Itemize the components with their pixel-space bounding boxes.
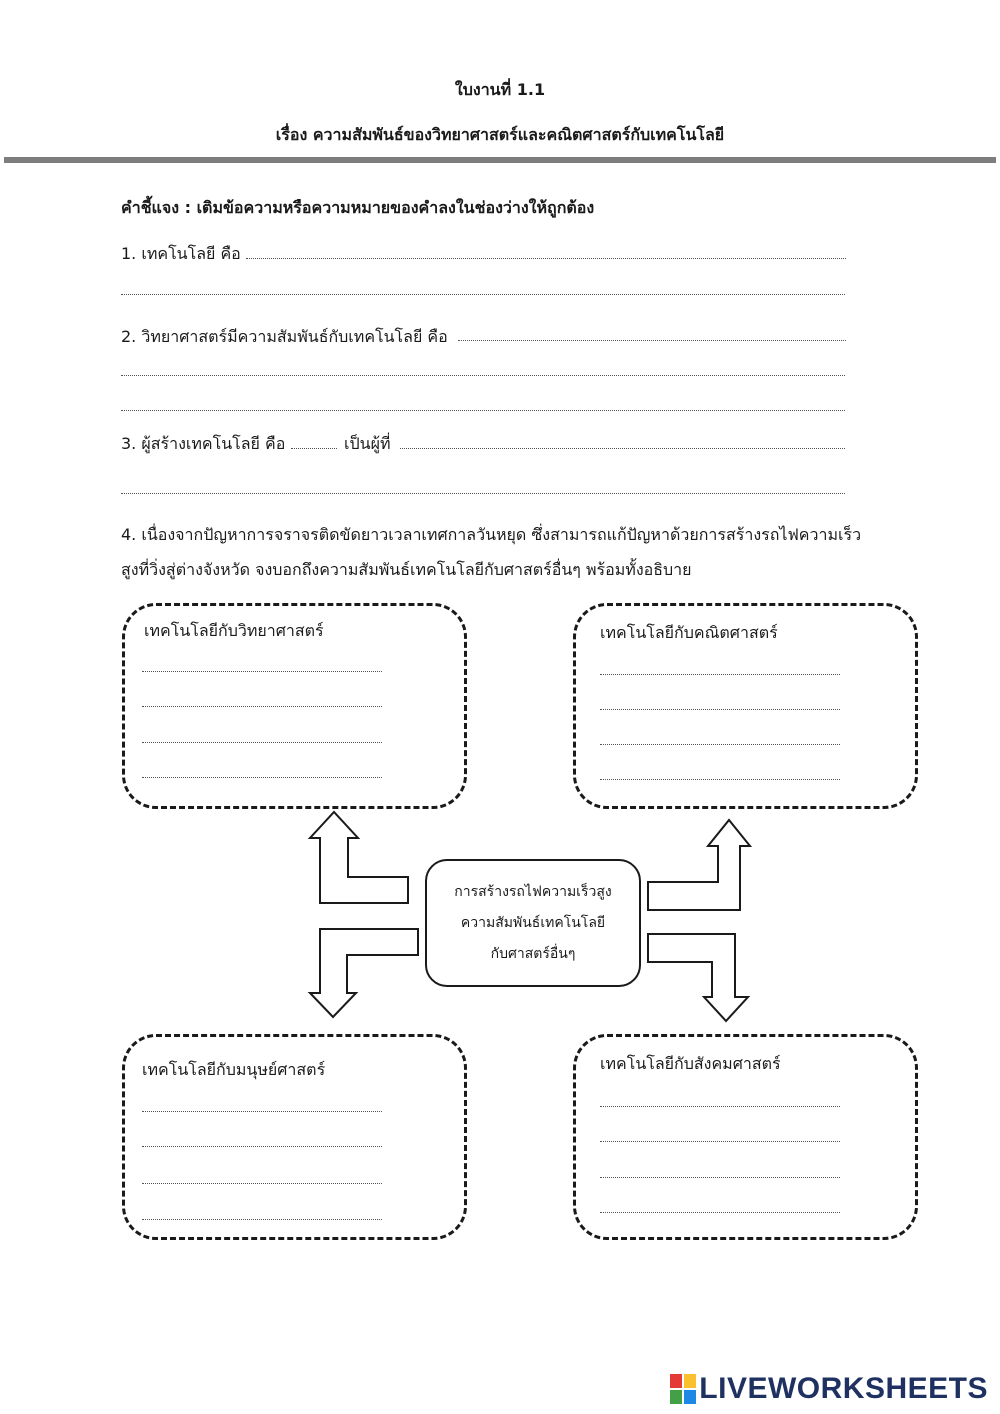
humanities-answer-line-4[interactable] xyxy=(142,1219,382,1220)
science-box-title: เทคโนโลยีกับวิทยาศาสตร์ xyxy=(144,621,324,640)
worksheet-title: ใบงานที่ 1.1 xyxy=(454,80,546,99)
science-answer-line-1[interactable] xyxy=(142,671,382,672)
question-2-label: 2. วิทยาศาสตร์มีความสัมพันธ์กับเทคโนโลยี คือ xyxy=(121,327,448,346)
center-topic-line-3: กับศาสตร์อื่นๆ xyxy=(490,945,576,962)
science-answer-line-2[interactable] xyxy=(142,706,382,707)
arrow-to-social-box xyxy=(648,934,748,1021)
worksheet-subtitle: เรื่อง ความสัมพันธ์ของวิทยาศาสตร์และคณิตศาสตร์กับเทคโนโลยี xyxy=(275,125,725,144)
question-4-text-line-1: 4. เนื่องจากปัญหาการจราจรติดขัดยาวเวลาเทศกาลวันหยุด ซึ่งสามารถแก้ปัญหาด้วยการสร้างรถไฟความเร็ว xyxy=(121,525,862,544)
liveworksheets-logo-icon xyxy=(670,1374,696,1404)
social-answer-line-3[interactable] xyxy=(600,1177,840,1178)
center-topic-line-2: ความสัมพันธ์เทคโนโลยี xyxy=(460,914,606,931)
math-answer-line-2[interactable] xyxy=(600,709,840,710)
question-3-label: 3. ผู้สร้างเทคโนโลยี คือ xyxy=(121,434,286,453)
liveworksheets-logo xyxy=(670,1372,988,1406)
humanities-answer-line-2[interactable] xyxy=(142,1146,382,1147)
social-answer-line-2[interactable] xyxy=(600,1141,840,1142)
instruction-text: คำชี้แจง : เติมข้อความหรือความหมายของคำลงในช่องว่างให้ถูกต้อง xyxy=(121,198,595,217)
arrow-to-humanities-box xyxy=(310,929,418,1017)
social-answer-line-4[interactable] xyxy=(600,1212,840,1213)
social-answer-line-1[interactable] xyxy=(600,1106,840,1107)
humanities-answer-line-1[interactable] xyxy=(142,1111,382,1112)
math-answer-line-1[interactable] xyxy=(600,674,840,675)
arrow-to-science-box xyxy=(310,812,408,903)
question-1-label: 1. เทคโนโลยี คือ xyxy=(121,244,241,263)
center-topic-box xyxy=(425,859,641,987)
arrow-to-math-box xyxy=(648,820,750,910)
math-answer-line-4[interactable] xyxy=(600,779,840,780)
liveworksheets-logo-text: LIVEWORKSHEETS xyxy=(699,1372,988,1405)
humanities-answer-line-3[interactable] xyxy=(142,1183,382,1184)
science-answer-line-3[interactable] xyxy=(142,742,382,743)
humanities-box-title: เทคโนโลยีกับมนุษย์ศาสตร์ xyxy=(142,1060,326,1079)
math-answer-line-3[interactable] xyxy=(600,744,840,745)
question-3-label-2: เป็นผู้ที่ xyxy=(344,434,391,453)
math-box-title: เทคโนโลยีกับคณิตศาสตร์ xyxy=(600,623,778,642)
question-4-text-line-2: สูงที่วิ่งสู่ต่างจังหวัด จงบอกถึงความสัมพันธ์เทคโนโลยีกับศาสตร์อื่นๆ พร้อมทั้งอธิบาย xyxy=(121,560,692,579)
science-answer-line-4[interactable] xyxy=(142,777,382,778)
center-topic-line-1: การสร้างรถไฟความเร็วสูง xyxy=(454,883,612,900)
social-box-title: เทคโนโลยีกับสังคมศาสตร์ xyxy=(600,1054,781,1073)
